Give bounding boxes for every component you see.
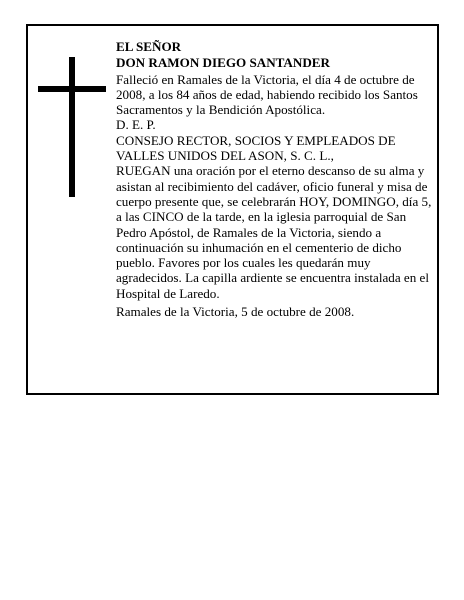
request-paragraph: RUEGAN una oración por el eterno descanso de su alma y asistan al recibimiento del cadáver, oficio funeral y misa de cuerpo presente que, se celebrarán HOY, DOMINGO, día 5, a las CINCO de la tarde, en la iglesia parroquial de San Pedro Apóstol, de Ramales de la Victoria, siendo a continuación su inhumación en el cementerio de dicho pueblo. Favores por los cuales les quedarán muy agradecidos. La capilla ardiente se encuentra instalada en el Hospital de Laredo. — [116, 163, 432, 301]
mourners: CONSEJO RECTOR, SOCIOS Y EMPLEADOS DE VALLES UNIDOS DEL ASON, S. C. L., — [116, 132, 396, 164]
notice-text — [116, 39, 436, 319]
heading: EL SEÑOR — [116, 39, 182, 54]
place-date: Ramales de la Victoria, 5 de octubre de 2008. — [116, 304, 355, 320]
deceased-name: DON RAMON DIEGO SANTANDER — [116, 55, 330, 71]
obituary-notice — [26, 24, 439, 395]
death-notice: Falleció en Ramales de la Victoria, el día 4 de octubre de 2008, a los 84 años de edad, habiendo recibido los Santos Sacramentos y la Bendición Apostólica. — [116, 71, 418, 118]
cross-vertical-bar — [69, 57, 75, 197]
cross-horizontal-bar — [38, 86, 106, 92]
dep-line: D. E. P. — [116, 117, 156, 133]
